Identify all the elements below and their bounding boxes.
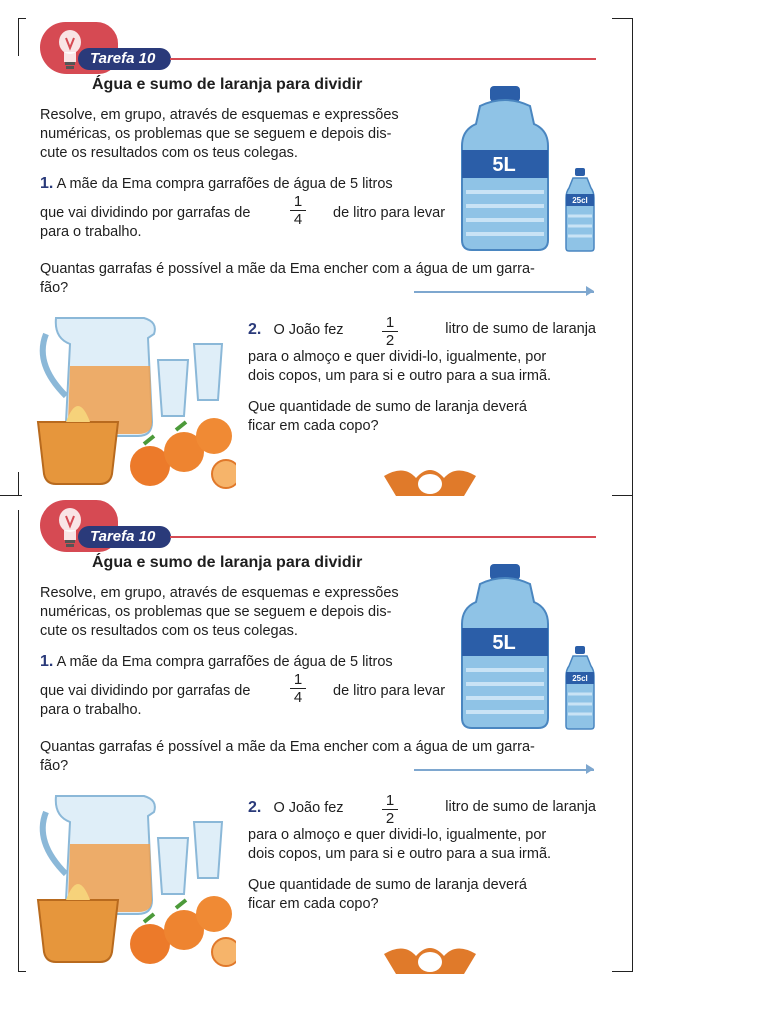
problem1-question-end: fão? bbox=[40, 280, 69, 296]
water-jug-icon bbox=[460, 84, 550, 252]
problem1-question-end: fão? bbox=[40, 758, 69, 774]
task-badge: Tarefa 10 bbox=[78, 526, 171, 548]
bottle-label: 25cl bbox=[572, 196, 588, 205]
crop-mark bbox=[0, 495, 22, 496]
problem1-line2-start: que vai dividindo por garrafas de bbox=[40, 205, 251, 221]
problem1-question: Quantas garrafas é possível a mãe da Ema encher com a água de um garra- bbox=[40, 261, 535, 277]
fraction-quarter bbox=[290, 671, 306, 706]
intro-line: Resolve, em grupo, através de esquemas e expressões bbox=[40, 107, 399, 123]
fraction-numerator: 1 bbox=[382, 314, 398, 332]
task-title: Água e sumo de laranja para dividir bbox=[92, 76, 363, 93]
intro-line: numéricas, os problemas que se seguem e depois dis- bbox=[40, 604, 392, 620]
problem1-line2-start: que vai dividindo por garrafas de bbox=[40, 683, 251, 699]
problem1-line3: para o trabalho. bbox=[40, 702, 142, 718]
problem2-line2: para o almoço e quer dividi-lo, igualmente, por bbox=[248, 827, 547, 843]
problem2-line1-end: litro de sumo de laranja bbox=[445, 799, 596, 815]
problem2-question-end: ficar em cada copo? bbox=[248, 896, 379, 912]
fraction-quarter bbox=[290, 193, 306, 228]
problem1-text: A mãe da Ema compra garrafões de água de 5 litros bbox=[56, 176, 393, 192]
task-card-top bbox=[20, 18, 632, 494]
problem1-line1 bbox=[40, 174, 460, 194]
problem2-number: 2. bbox=[248, 799, 262, 816]
task-card-bottom bbox=[20, 496, 632, 972]
task-badge: Tarefa 10 bbox=[78, 48, 171, 70]
water-bottle-icon bbox=[564, 646, 596, 730]
problem2-line1-start: O João fez bbox=[273, 800, 344, 816]
problem1-number: 1. bbox=[40, 653, 54, 670]
answer-line bbox=[414, 291, 594, 293]
problem2-line1-start: O João fez bbox=[273, 322, 344, 338]
problem2-line1 bbox=[248, 320, 344, 340]
fraction-denominator: 2 bbox=[385, 810, 395, 827]
fraction-half bbox=[382, 792, 398, 827]
problem2-question: Que quantidade de sumo de laranja deverá bbox=[248, 877, 527, 893]
answer-line bbox=[414, 769, 594, 771]
fraction-denominator: 4 bbox=[293, 211, 303, 228]
intro-line: cute os resultados com os teus colegas. bbox=[40, 145, 298, 161]
intro-text bbox=[40, 584, 460, 641]
intro-text bbox=[40, 106, 460, 163]
task-title: Água e sumo de laranja para dividir bbox=[92, 554, 363, 571]
title-rule bbox=[170, 536, 596, 538]
decorative-ornament-icon bbox=[384, 466, 476, 496]
fraction-numerator: 1 bbox=[290, 671, 306, 689]
arrow-head-icon bbox=[586, 286, 594, 296]
fraction-denominator: 2 bbox=[385, 332, 395, 349]
problem2-line3: dois copos, um para si e outro para a sua irmã. bbox=[248, 368, 552, 384]
problem1-line2 bbox=[40, 204, 460, 223]
problem1-text: A mãe da Ema compra garrafões de água de 5 litros bbox=[56, 654, 393, 670]
fraction-denominator: 4 bbox=[293, 689, 303, 706]
water-jug-icon bbox=[460, 562, 550, 730]
juice-illustration bbox=[26, 782, 236, 968]
crop-mark bbox=[18, 18, 19, 56]
jug-label: 5L bbox=[492, 632, 516, 654]
fraction-numerator: 1 bbox=[382, 792, 398, 810]
problem2-line1 bbox=[248, 798, 344, 818]
title-rule bbox=[170, 58, 596, 60]
crop-mark bbox=[632, 18, 633, 496]
problem2-question: Que quantidade de sumo de laranja deverá bbox=[248, 399, 527, 415]
problem1-line2-end: de litro para levar bbox=[333, 205, 446, 221]
intro-line: Resolve, em grupo, através de esquemas e expressões bbox=[40, 585, 399, 601]
problem2-question-end: ficar em cada copo? bbox=[248, 418, 379, 434]
problem1-line2 bbox=[40, 682, 460, 701]
intro-line: cute os resultados com os teus colegas. bbox=[40, 623, 298, 639]
intro-line: numéricas, os problemas que se seguem e depois dis- bbox=[40, 126, 392, 142]
problem2-number: 2. bbox=[248, 321, 262, 338]
problem1-number: 1. bbox=[40, 175, 54, 192]
problem1-line2-end: de litro para levar bbox=[333, 683, 446, 699]
fraction-numerator: 1 bbox=[290, 193, 306, 211]
problem2-line2: para o almoço e quer dividi-lo, igualmente, por bbox=[248, 349, 547, 365]
jug-label: 5L bbox=[492, 154, 516, 176]
crop-mark bbox=[18, 472, 19, 496]
problem1-line1 bbox=[40, 652, 460, 672]
arrow-head-icon bbox=[586, 764, 594, 774]
water-bottle-icon bbox=[564, 168, 596, 252]
problem2-line3: dois copos, um para si e outro para a sua irmã. bbox=[248, 846, 552, 862]
crop-mark bbox=[632, 496, 633, 972]
decorative-ornament-icon bbox=[384, 944, 476, 974]
bottle-label: 25cl bbox=[572, 674, 588, 683]
problem1-line3: para o trabalho. bbox=[40, 224, 142, 240]
problem2-line1-end: litro de sumo de laranja bbox=[445, 321, 596, 337]
crop-mark bbox=[18, 510, 19, 972]
fraction-half bbox=[382, 314, 398, 349]
problem1-question: Quantas garrafas é possível a mãe da Ema encher com a água de um garra- bbox=[40, 739, 535, 755]
juice-illustration bbox=[26, 304, 236, 490]
